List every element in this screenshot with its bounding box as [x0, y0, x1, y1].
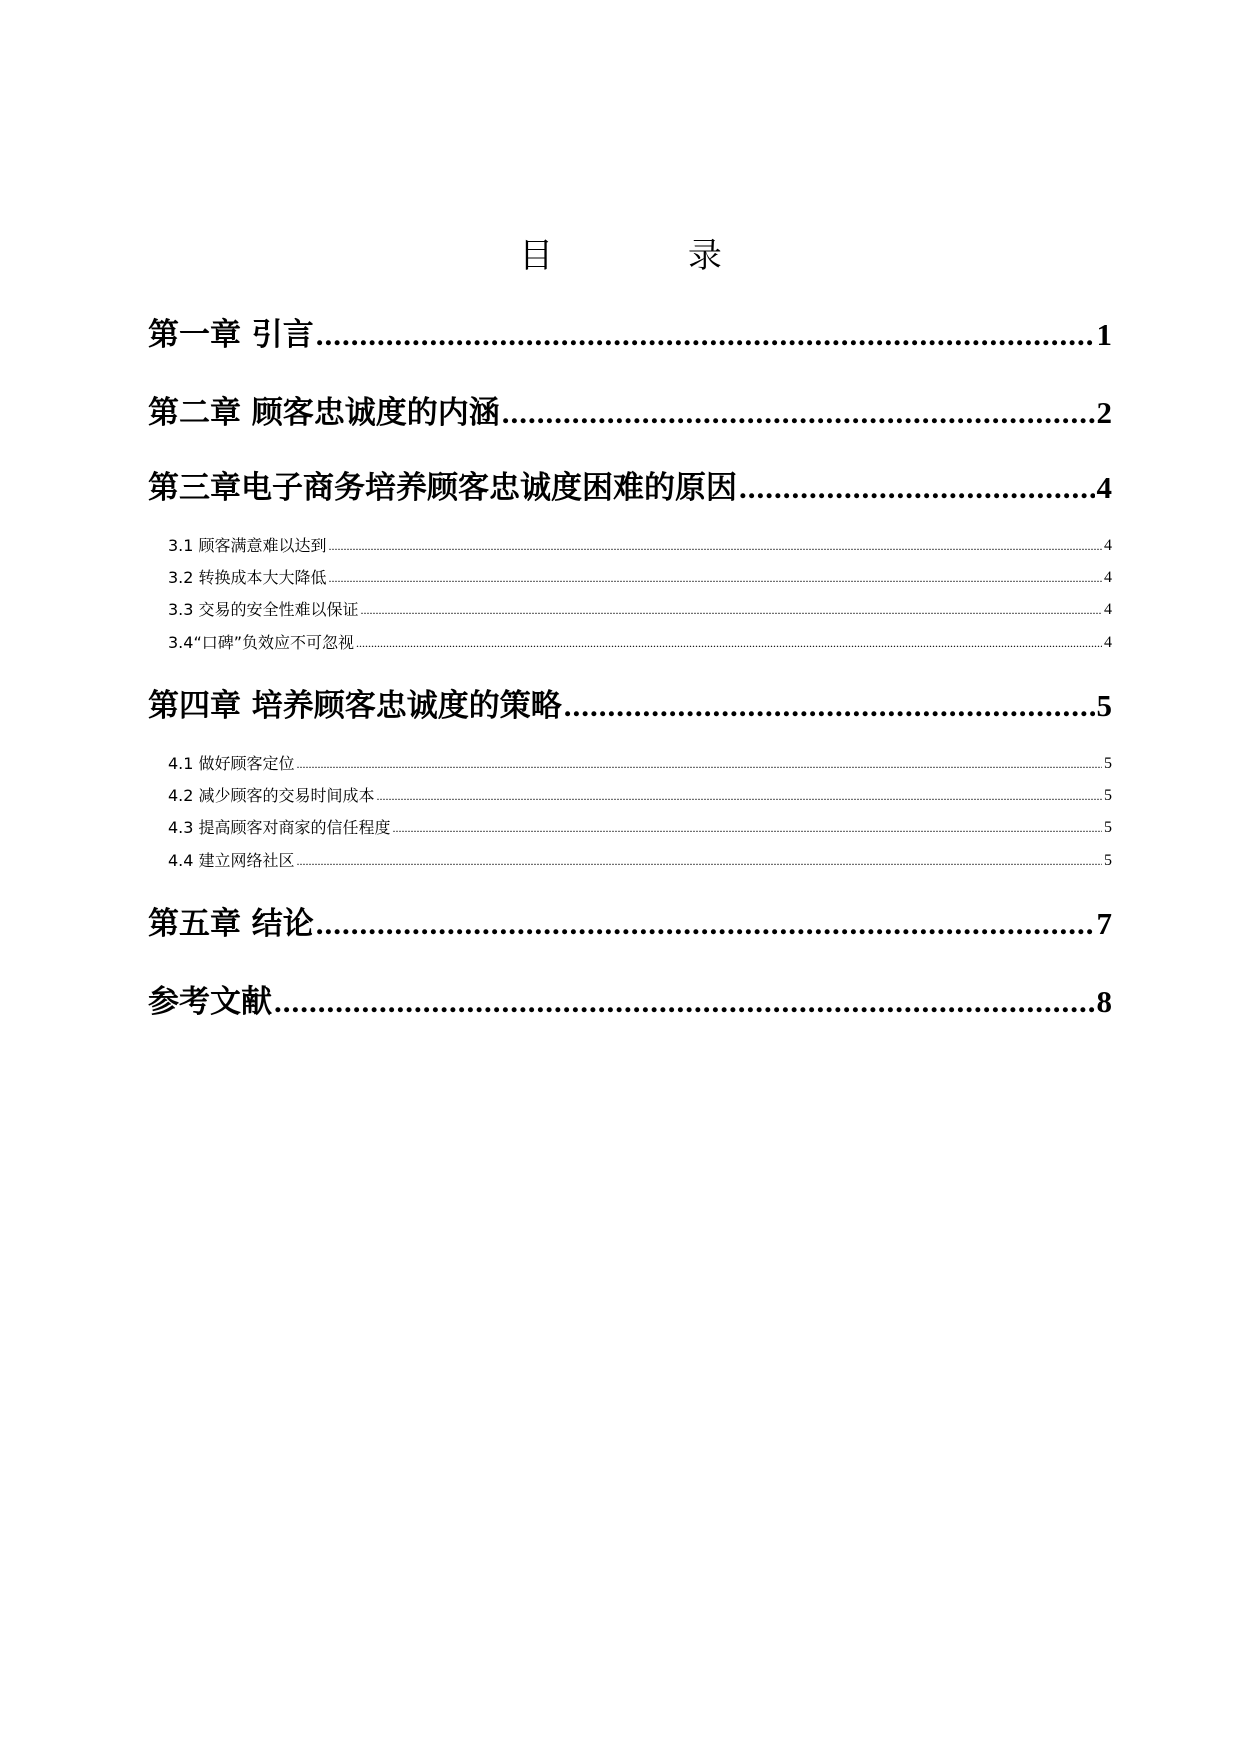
- toc-section-3-2[interactable]: [148, 566, 1112, 590]
- toc-page-number: 5: [1104, 852, 1112, 869]
- dot-leader: [316, 313, 1095, 357]
- toc-chapter-5[interactable]: [148, 902, 1112, 946]
- toc-section-4-1[interactable]: [148, 752, 1112, 776]
- toc-entry-label: 第二章 顾客忠诚度的内涵: [148, 395, 500, 431]
- dot-leader: [329, 566, 1102, 590]
- toc-entry-label: 4.2 减少顾客的交易时间成本: [168, 786, 375, 805]
- toc-chapter-4[interactable]: [148, 684, 1112, 728]
- toc-chapter-3[interactable]: [148, 466, 1112, 510]
- toc-references[interactable]: [148, 980, 1112, 1024]
- dot-leader: [329, 534, 1102, 558]
- toc-page-number: 2: [1096, 395, 1112, 430]
- dot-leader: [361, 598, 1102, 622]
- toc-page-number: 5: [1104, 819, 1112, 836]
- toc-page-number: 4: [1104, 634, 1112, 651]
- toc-entry-label: 3.4“口碑”负效应不可忽视: [168, 633, 355, 652]
- page-title: 目 录: [519, 236, 784, 276]
- dot-leader: [297, 752, 1102, 776]
- toc-page-number: 4: [1104, 569, 1112, 586]
- toc-chapter-2[interactable]: [148, 391, 1112, 435]
- toc-page-number: 4: [1104, 537, 1112, 554]
- dot-leader: [502, 391, 1095, 435]
- toc-section-4-2[interactable]: [148, 784, 1112, 808]
- toc-section-3-1[interactable]: [148, 534, 1112, 558]
- toc-entry-label: 4.1 做好顾客定位: [168, 754, 295, 773]
- dot-leader: [377, 784, 1102, 808]
- toc-entry-label: 4.3 提高顾客对商家的信任程度: [168, 818, 391, 837]
- toc-page-number: 1: [1096, 317, 1112, 352]
- toc-entry-label: 4.4 建立网络社区: [168, 851, 295, 870]
- toc-entry-label: 第五章 结论: [148, 906, 314, 942]
- dot-leader: [393, 816, 1102, 840]
- toc-entry-label: 参考文献: [148, 984, 272, 1020]
- toc-section-4-4[interactable]: [148, 849, 1112, 873]
- toc-chapter-1[interactable]: [148, 313, 1112, 357]
- toc-entry-label: 第三章电子商务培养顾客忠诚度困难的原因: [148, 470, 737, 506]
- toc-entry-label: 3.3 交易的安全性难以保证: [168, 600, 359, 619]
- toc-section-3-4[interactable]: [148, 631, 1112, 655]
- toc-entry-label: 3.1 顾客满意难以达到: [168, 536, 327, 555]
- toc-page-number: 4: [1096, 470, 1112, 505]
- toc-page-number: 5: [1104, 787, 1112, 804]
- toc-section-4-3[interactable]: [148, 816, 1112, 840]
- toc-entry-label: 第四章 培养顾客忠诚度的策略: [148, 688, 562, 724]
- dot-leader: [564, 684, 1095, 728]
- toc-page-number: 4: [1104, 601, 1112, 618]
- toc-section-3-3[interactable]: [148, 598, 1112, 622]
- dot-leader: [739, 466, 1095, 510]
- toc-page-number: 8: [1096, 984, 1112, 1019]
- toc-entry-label: 第一章 引言: [148, 317, 314, 353]
- toc-page-number: 5: [1096, 688, 1112, 723]
- toc-page-number: 7: [1096, 906, 1112, 941]
- dot-leader: [297, 849, 1102, 873]
- dot-leader: [356, 631, 1102, 655]
- dot-leader: [274, 980, 1095, 1024]
- toc-page-number: 5: [1104, 755, 1112, 772]
- dot-leader: [316, 902, 1095, 946]
- toc-entry-label: 3.2 转换成本大大降低: [168, 568, 327, 587]
